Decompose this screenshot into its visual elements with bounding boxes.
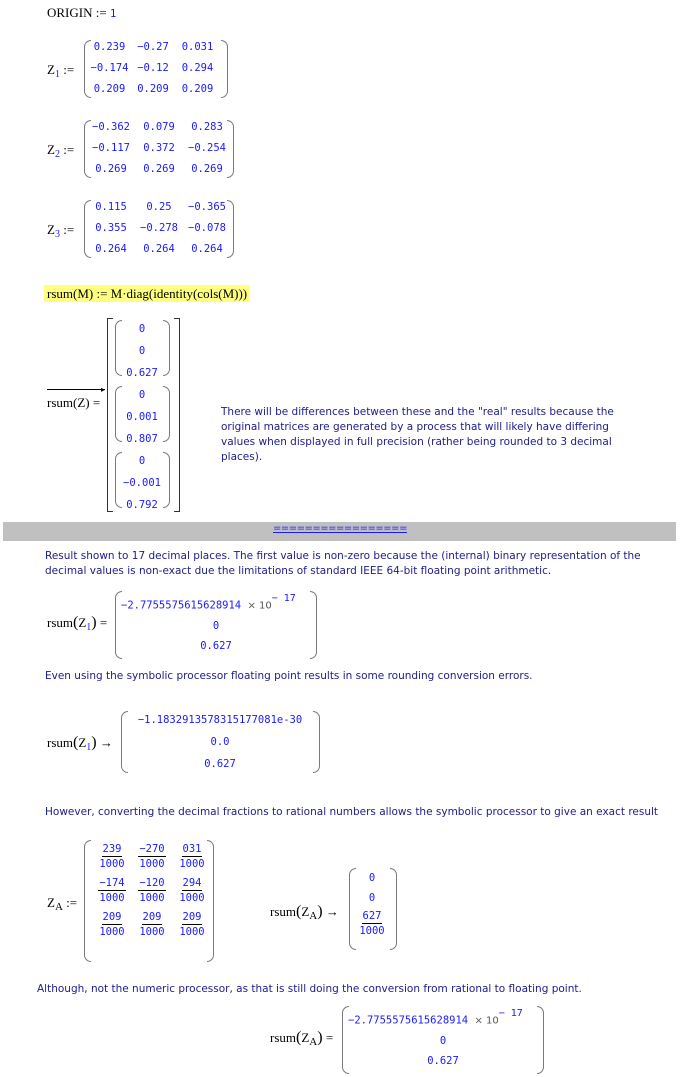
note-precision: There will be differences between these and the "real" results because the original matrices are generated by a process that will likely have differing values when displayed in full precision (rather being rounded to 3 decimal places).: [221, 406, 614, 463]
fraction-cell: [179, 877, 204, 904]
note-floating-point: Result shown to 17 decimal places. The first value is non-zero because the (internal) binary representation of the decimal values is non-exact due the limitations of standard IEEE 64-bit floating point arithmetic.: [45, 550, 641, 577]
eval1-value-3: 0.627: [200, 639, 232, 652]
eval3-value-3: $\frac{627}{1000}$: [359, 910, 385, 937]
matrix-cell: 0.239: [93, 41, 126, 53]
z2-matrix[interactable]: [87, 121, 231, 175]
matrix-cell: −0.365: [188, 201, 226, 213]
origin-label: ORIGIN: [47, 5, 93, 20]
denominator: 1000: [99, 858, 125, 870]
denominator: 1000: [99, 926, 125, 938]
right-paren: [221, 40, 228, 98]
fraction-cell: [99, 911, 124, 938]
eval4-value-2: 0: [439, 1034, 447, 1047]
matrix-cell: 0.355: [95, 222, 127, 234]
fraction-cell: [99, 843, 124, 870]
numerator: 209: [102, 911, 122, 923]
left-paren: [84, 840, 91, 962]
denominator: 1000: [139, 892, 165, 904]
eval3-vector[interactable]: [353, 872, 391, 937]
denominator: 1000: [179, 858, 205, 870]
eval4-value-1: $-2.7755575615628914 \times 10^{- 17}$: [348, 1008, 523, 1027]
rsum-definition-text: rsum(M) := M·diag(identity(cols(M))): [44, 285, 250, 302]
result-block: [119, 321, 165, 387]
eval4-label: $rsum(Z_A)$ =: [270, 1029, 334, 1048]
right-paren: [310, 591, 317, 659]
result-block: [119, 387, 165, 453]
result-block: [119, 453, 165, 519]
matrix-cell: 0.269: [191, 163, 223, 175]
denominator: 1000: [99, 892, 125, 904]
result-value: 0: [138, 455, 146, 467]
note-rational: However, converting the decimal fractions to rational numbers allows the symbolic processor to give an exact result: [45, 806, 659, 818]
matrix-cell: 0.209: [93, 83, 126, 95]
numerator: 031: [182, 843, 202, 855]
denominator: 1000: [179, 926, 205, 938]
numerator: 209: [142, 911, 162, 923]
matrix-cell: −0.254: [188, 142, 226, 154]
z2-label: $Z_2$ :=: [47, 142, 75, 160]
eval4-vector[interactable]: [348, 1008, 538, 1067]
result-value: −0.001: [123, 477, 161, 489]
result-value: 0.807: [126, 433, 158, 445]
origin-definition[interactable]: [47, 5, 116, 21]
result-value: 0: [138, 345, 146, 357]
matrix-cell: 0.115: [95, 201, 127, 213]
matrix-cell: 0.283: [191, 121, 223, 133]
eval2-value: −1.1832913578315177081e-30: [137, 714, 303, 726]
eval4-value-3: 0.627: [427, 1054, 459, 1067]
fraction-cell: [138, 843, 165, 870]
eval1-label: $rsum(Z_1)$ =: [47, 614, 108, 633]
matrix-cell: 0.209: [181, 83, 214, 95]
matrix-cell: 0.209: [137, 83, 169, 95]
eval3-value-1: 0: [368, 872, 376, 884]
note-numeric: Although, not the numeric processor, as that is still doing the conversion from rational to floating point.: [37, 983, 582, 995]
fraction-cell: [138, 877, 165, 904]
za-matrix[interactable]: [92, 843, 212, 938]
matrix-cell: −0.174: [90, 62, 129, 74]
rsum-definition[interactable]: [44, 286, 250, 302]
matrix-cell: −0.27: [137, 41, 169, 53]
fraction-cell: [179, 843, 204, 870]
numerator: 239: [102, 843, 122, 855]
origin-value: 1: [109, 8, 117, 20]
za-label: $Z_A$ :=: [47, 895, 78, 913]
eval1-value-2: 0: [212, 619, 220, 632]
matrix-cell: 0.269: [143, 163, 175, 175]
numerator: −270: [139, 843, 165, 855]
matrix-cell: 0.264: [95, 243, 127, 255]
matrix-cell: 0.372: [143, 142, 175, 154]
matrix-cell: −0.12: [137, 62, 169, 74]
eval3-label: $rsum(Z_A)$ →: [270, 903, 339, 922]
matrix-cell: 0.269: [95, 163, 127, 175]
result-value: 0: [138, 389, 146, 401]
fraction-cell: [98, 877, 125, 904]
z1-label: $Z_1$ :=: [47, 62, 75, 80]
separator-region: [3, 522, 676, 541]
right-paren: [390, 868, 397, 950]
eval2-value: 0.627: [204, 758, 236, 770]
numerator: −174: [99, 877, 125, 889]
fraction-cell: [179, 911, 204, 938]
result-value: 0: [138, 323, 146, 335]
eval2-label: $rsum(Z_1)$ →: [47, 734, 113, 753]
right-paren: [537, 1006, 544, 1074]
vectorized-rsum-label: ▸ rsum(Z) =: [47, 385, 106, 410]
matrix-cell: 0.25: [146, 201, 172, 213]
matrix-cell: 0.031: [181, 41, 214, 53]
eval1-vector[interactable]: [121, 593, 311, 652]
z3-label: $Z_3$ :=: [47, 222, 75, 240]
eval2-value: 0.0: [210, 736, 230, 748]
fraction-cell: [139, 911, 164, 938]
numerator: −120: [139, 877, 165, 889]
matrix-cell: 0.264: [191, 243, 223, 255]
matrix-cell: −0.117: [92, 142, 130, 154]
arrow-head-icon: ▸: [101, 385, 106, 394]
z3-matrix[interactable]: [87, 201, 231, 255]
z1-matrix[interactable]: [88, 41, 220, 95]
matrix-cell: −0.362: [92, 121, 130, 133]
result-value: 0.792: [126, 499, 158, 511]
matrix-cell: 0.264: [143, 243, 175, 255]
matrix-cell: −0.278: [140, 222, 178, 234]
left-bracket: [107, 318, 113, 512]
vectorize-arrow: [47, 389, 105, 390]
result-value: 0.001: [126, 411, 158, 423]
matrix-cell: 0.079: [143, 121, 175, 133]
eval2-vector[interactable]: [125, 713, 315, 779]
numerator: 209: [182, 911, 202, 923]
separator-text: =================: [273, 523, 407, 534]
note-symbolic: Even using the symbolic processor floating point results in some rounding conversion errors.: [45, 670, 533, 682]
matrix-cell: 0.294: [181, 62, 214, 74]
right-bracket: [174, 318, 180, 512]
denominator: 1000: [179, 892, 205, 904]
define-operator: :=: [95, 5, 107, 20]
denominator: 1000: [139, 926, 165, 938]
eval3-value-2: 0: [368, 892, 376, 904]
matrix-cell: −0.078: [188, 222, 226, 234]
denominator: 1000: [139, 858, 165, 870]
numerator: 294: [182, 877, 202, 889]
result-value: 0.627: [126, 367, 158, 379]
eval1-value-1: $-2.7755575615628914 \times 10^{- 17}$: [121, 593, 296, 612]
